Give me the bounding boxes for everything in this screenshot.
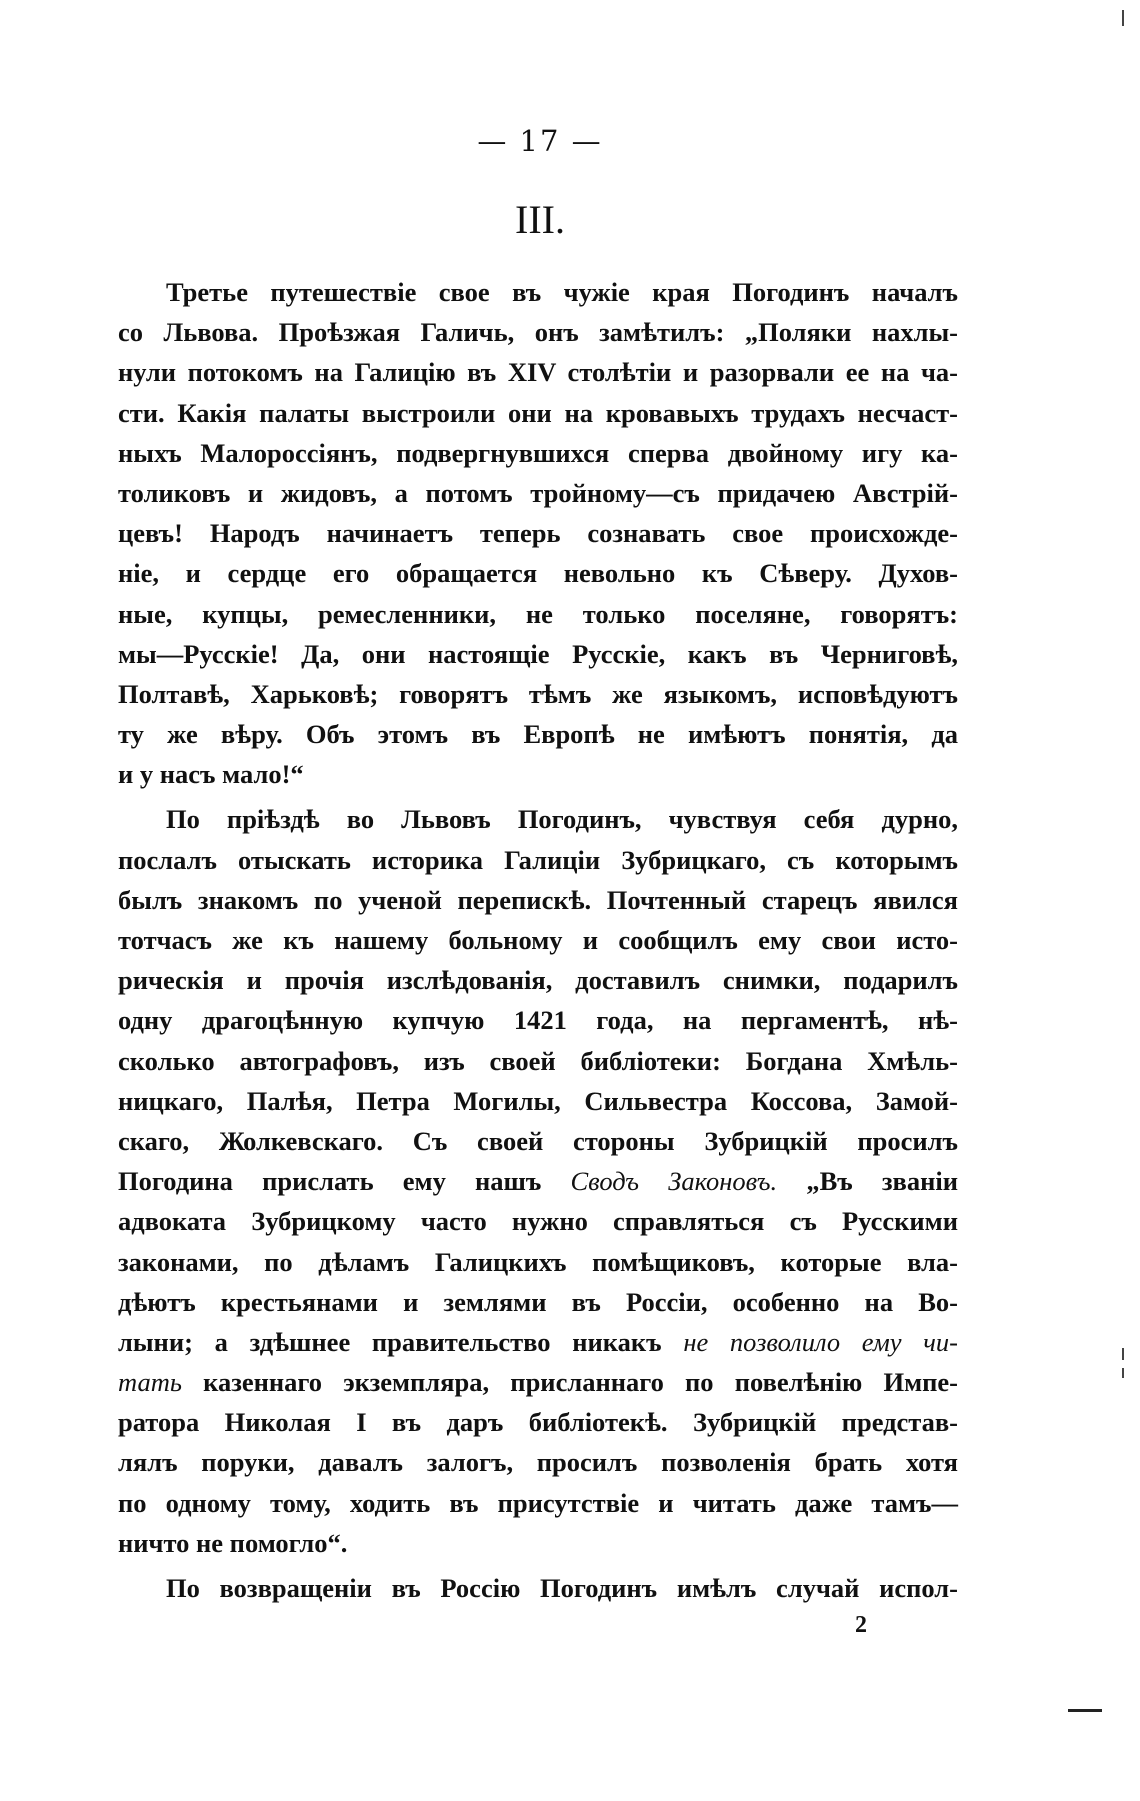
signature-mark: 2 bbox=[855, 1612, 867, 1638]
text-line: ные, купцы, ремесленники, не только поселяне, говорятъ: bbox=[118, 598, 958, 629]
text-line: лялъ поруки, давалъ залогъ, просилъ позволенія брать хотя bbox=[118, 1447, 958, 1478]
text-line bbox=[118, 1362, 958, 1402]
text-line: Третье путешествіе свое въ чужіе края Погодинъ началъ bbox=[166, 277, 958, 307]
body-text bbox=[118, 272, 958, 1608]
text-line: по одному тому, ходить въ присутствіе и читать даже тамъ— bbox=[118, 1487, 958, 1518]
page-number: — 17 — bbox=[477, 124, 603, 158]
text-line: По возвращеніи въ Россію Погодинъ имѣлъ случай испол- bbox=[166, 1573, 958, 1603]
text-line: ничто не помогло“. bbox=[118, 1527, 348, 1558]
text-line: былъ знакомъ по ученой перепискѣ. Почтенный старецъ явился bbox=[118, 884, 958, 915]
text-line: ніе, и сердце его обращается невольно къ Сѣверу. Духов- bbox=[118, 558, 958, 589]
text-fragment: „Въ званіи bbox=[777, 1166, 958, 1197]
text-line: цевъ! Народъ начинаетъ теперь сознавать свое происхожде- bbox=[118, 518, 958, 549]
text-line: толиковъ и жидовъ, а потомъ тройному—съ придачею Австрій- bbox=[118, 477, 958, 508]
text-line: мы—Русскіе! Да, они настоящіе Русскіе, какъ въ Черниговѣ, bbox=[118, 638, 958, 669]
text-line: послалъ отыскать историка Галиціи Зубрицкаго, съ которымъ bbox=[118, 844, 958, 875]
text-fragment: казеннаго экземпляра, присланнаго по повелѣнію Импе- bbox=[181, 1367, 958, 1398]
edge-tick-decoration bbox=[1122, 1368, 1124, 1378]
paragraph-2 bbox=[118, 799, 958, 1563]
text-line: По пріѣздѣ во Львовъ Погодинъ, чувствуя себя дурно, bbox=[166, 804, 958, 835]
text-fragment: Погодина прислать ему нашъ bbox=[118, 1166, 571, 1197]
text-line: со Львова. Проѣзжая Галичь, онъ замѣтилъ: „Поляки нахлы- bbox=[118, 317, 958, 348]
text-fragment: лыни; а здѣшнее правительство никакъ bbox=[118, 1326, 684, 1357]
text-line: ратора Николая I въ даръ библіотекѣ. Зубрицкій представ- bbox=[118, 1407, 958, 1438]
text-line bbox=[118, 1322, 958, 1362]
text-line: ныхъ Малороссіянъ, подвергнувшихся сперва двойному игу ка- bbox=[118, 437, 958, 468]
text-line: одну драгоцѣнную купчую 1421 года, на пергаментѣ, нѣ- bbox=[118, 1005, 958, 1036]
text-line: сти. Какія палаты выстроили они на кровавыхъ трудахъ несчаст- bbox=[118, 397, 958, 428]
text-line: Полтавѣ, Харьковѣ; говорятъ тѣмъ же языкомъ, исповѣдуютъ bbox=[118, 678, 958, 709]
text-line: скаго, Жолкевскаго. Съ своей стороны Зубрицкій просилъ bbox=[118, 1125, 958, 1156]
text-line: дѣютъ крестьянами и землями въ Россіи, особенно на Во- bbox=[118, 1286, 958, 1317]
text-line: ту же вѣру. Объ этомъ въ Европѣ не имѣютъ понятія, да bbox=[118, 719, 958, 750]
text-line: тотчасъ же къ нашему больному и сообщилъ ему свои исто- bbox=[118, 925, 958, 955]
edge-tick-decoration bbox=[1122, 10, 1124, 26]
chapter-heading: III. bbox=[515, 197, 565, 242]
italic-phrase: не позволило ему чи- bbox=[683, 1326, 958, 1357]
text-line: ницкаго, Палѣя, Петра Могилы, Сильвестра Коссова, Замой- bbox=[118, 1085, 958, 1116]
paragraph-3 bbox=[118, 1568, 958, 1608]
text-line bbox=[118, 1161, 958, 1201]
italic-title: Сводъ Законовъ. bbox=[570, 1166, 778, 1197]
text-line: нули потокомъ на Галицію въ XIV столѣтіи и разорвали ее на ча- bbox=[118, 357, 958, 388]
italic-phrase: тать bbox=[118, 1367, 182, 1398]
edge-dash-decoration bbox=[1068, 1709, 1102, 1712]
edge-tick-decoration bbox=[1122, 1348, 1124, 1360]
text-line: и у насъ мало!“ bbox=[118, 759, 304, 790]
text-line: сколько автографовъ, изъ своей библіотеки: Богдана Хмѣль- bbox=[118, 1045, 958, 1076]
text-line: законами, по дѣламъ Галицкихъ помѣщиковъ, которые вла- bbox=[118, 1246, 958, 1277]
paragraph-1 bbox=[118, 272, 958, 794]
text-line: рическія и прочія изслѣдованія, доставилъ снимки, подарилъ bbox=[118, 965, 958, 996]
text-line: адвоката Зубрицкому часто нужно справляться съ Русскими bbox=[118, 1206, 958, 1237]
